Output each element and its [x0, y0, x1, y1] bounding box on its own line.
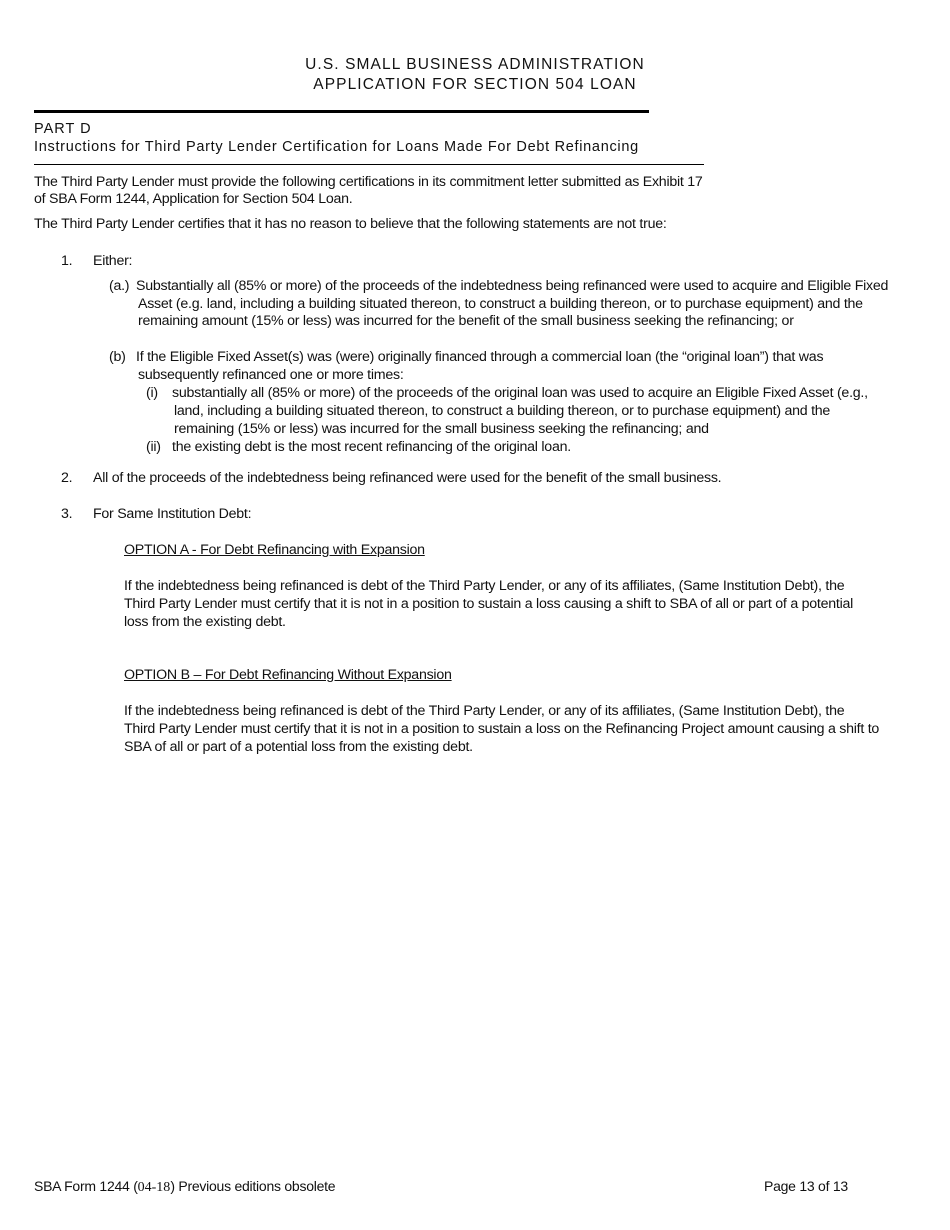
item-2-text: All of the proceeds of the indebtedness being refinanced were used for the benefit of the small business. [93, 470, 722, 486]
option-a-line3: loss from the existing debt. [124, 614, 286, 630]
footer-form-label [34, 1177, 335, 1197]
item-b-i-marker: (i) [146, 385, 158, 401]
part-subtitle: Instructions for Third Party Lender Certification for Loans Made For Debt Refinancing [34, 139, 639, 155]
item-a-line2: Asset (e.g. land, including a building situated thereon, to construct a building thereon, or to purchase equipment) and the [138, 296, 863, 312]
item-a-line1: Substantially all (85% or more) of the proceeds of the indebtedness being refinanced were used to acquire and Eligible Fixed [136, 278, 889, 294]
option-b-line2: Third Party Lender must certify that it is not in a position to sustain a loss on the Refinancing Project amount causing a shift to [124, 721, 880, 737]
footer-form-suffix: ) Previous editions obsolete [170, 1178, 336, 1194]
item-3-number: 3. [61, 506, 73, 522]
item-2-number: 2. [61, 470, 73, 486]
item-3-text: For Same Institution Debt: [93, 506, 252, 522]
item-b-i-line1: substantially all (85% or more) of the proceeds of the original loan was used to acquire an Eligible Fixed Asset (e.g., [172, 385, 868, 401]
item-b-i-line3: remaining (15% or less) was incurred for the small business seeking the refinancing; and [174, 421, 709, 437]
header-title-line1: U.S. SMALL BUSINESS ADMINISTRATION [305, 56, 645, 73]
item-a-line3: remaining amount (15% or less) was incurred for the benefit of the small business seeking the refinancing; or [138, 313, 794, 329]
item-1-text: Either: [93, 253, 133, 269]
option-b-line1: If the indebtedness being refinanced is debt of the Third Party Lender, or any of its affiliates, (Same Institution Debt), the [124, 703, 845, 719]
item-b-line2: subsequently refinanced one or more times: [138, 367, 404, 383]
footer-form-prefix: SBA Form 1244 ( [34, 1178, 138, 1194]
header-divider [34, 110, 649, 113]
section-divider [34, 164, 704, 165]
item-b-i-line2: land, including a building situated thereon, to construct a building thereon, or to purchase equipment) and the [174, 403, 831, 419]
footer-page-number: Page 13 of 13 [764, 1178, 848, 1194]
item-b-marker: (b) [109, 349, 126, 365]
option-b-line3: SBA of all or part of a potential loss from the existing debt. [124, 739, 473, 755]
intro-line2: of SBA Form 1244, Application for Section 504 Loan. [34, 191, 353, 207]
item-1-number: 1. [61, 253, 73, 269]
item-b-line1: If the Eligible Fixed Asset(s) was (were) originally financed through a commercial loan (the “original loan”) that was [136, 349, 824, 365]
item-b-ii-marker: (ii) [146, 439, 161, 455]
option-a-title: OPTION A - For Debt Refinancing with Expansion [124, 542, 425, 558]
option-b-title: OPTION B – For Debt Refinancing Without Expansion [124, 667, 452, 683]
intro-line1: The Third Party Lender must provide the following certifications in its commitment letter submitted as Exhibit 17 [34, 174, 703, 190]
part-label: PART D [34, 121, 92, 137]
header-title-line2: APPLICATION FOR SECTION 504 LOAN [313, 76, 637, 93]
intro-certify: The Third Party Lender certifies that it has no reason to believe that the following statements are not true: [34, 216, 667, 232]
item-b-ii-line1: the existing debt is the most recent refinancing of the original loan. [172, 439, 571, 455]
option-a-line2: Third Party Lender must certify that it is not in a position to sustain a loss causing a shift to SBA of all or part of a potential [124, 596, 854, 612]
item-a-marker: (a.) [109, 278, 130, 294]
option-a-line1: If the indebtedness being refinanced is debt of the Third Party Lender, or any of its affiliates, (Same Institution Debt), the [124, 578, 845, 594]
footer-form-date: 04-18 [137, 1180, 171, 1195]
